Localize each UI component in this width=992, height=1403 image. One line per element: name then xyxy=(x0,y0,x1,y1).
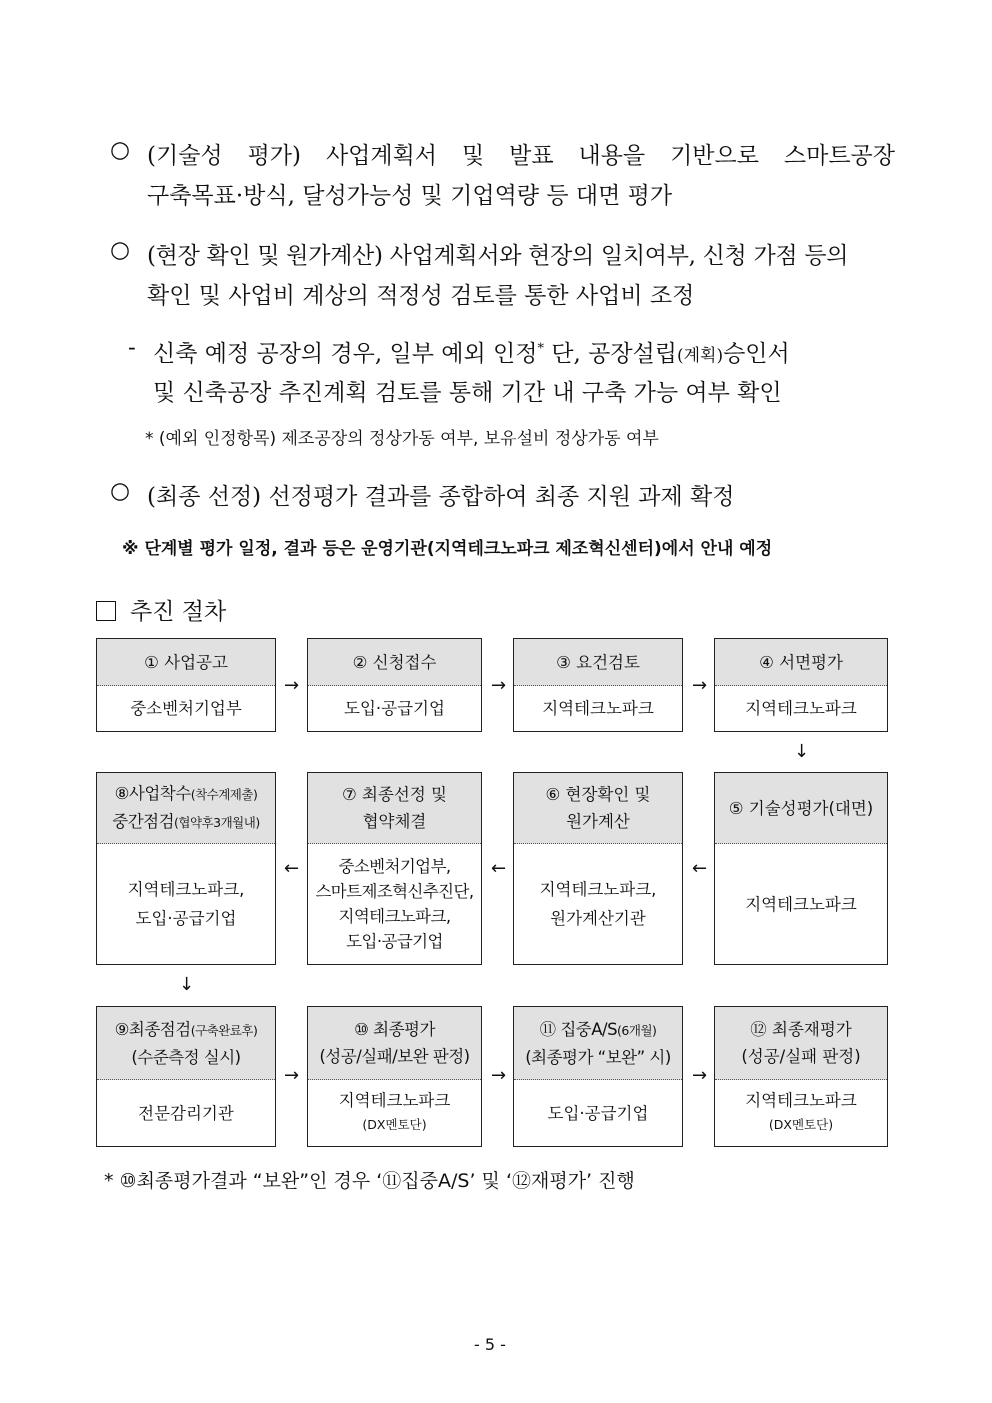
step-8-head-line-2 xyxy=(112,808,259,836)
arrow-right-icon: → xyxy=(284,1065,300,1086)
footnote-2: * ⑩최종평가결과 “보완”인 경우 ‘⑪집중A/S’ 및 ‘⑫재평가’ 진행 xyxy=(104,1170,635,1192)
notice: ※ 단계별 평가 일정, 결과 등은 운영기관(지역테크노파크 제조혁신센터)에서 안내 예정 xyxy=(122,539,773,559)
p3-part-a: 신축 예정 공장의 경우, 일부 예외 인정 xyxy=(153,341,538,367)
section-title xyxy=(96,593,226,626)
step-10-box xyxy=(307,1006,482,1147)
paragraph-4-line-1: (최종 선정) 선정평가 결과를 종합하여 최종 지원 과제 확정 xyxy=(147,484,735,510)
arrow-left-icon: ← xyxy=(491,858,507,879)
arrow-right-icon: → xyxy=(692,1065,708,1086)
footnote-marker: * xyxy=(537,341,544,357)
step-12-agency-note: (DX멘토단) xyxy=(768,1117,834,1132)
step-9-title-note: (구축완료후) xyxy=(190,1022,258,1038)
step-8-title-note: (착수계제출) xyxy=(190,787,258,802)
arrow-right-icon: → xyxy=(491,1065,507,1086)
step-9-body xyxy=(97,1080,275,1146)
p3-part-b: 단, 공장설립 xyxy=(551,341,677,367)
step-4-head xyxy=(715,639,887,686)
step-10-agency-note: (DX멘토단) xyxy=(362,1117,427,1132)
step-9-subtitle: (수준측정 실시) xyxy=(131,1047,241,1067)
step-11-agency: 도입·공급기업 xyxy=(547,1103,649,1123)
step-2-agency: 도입·공급기업 xyxy=(344,699,445,718)
step-8-subtitle: 중간점검 xyxy=(112,812,175,831)
word: 기반으로 xyxy=(670,143,759,169)
word: (기술성 xyxy=(147,143,223,169)
arrow-left-icon: ← xyxy=(284,858,300,879)
step-7-title-2: 협약체결 xyxy=(362,812,427,831)
step-8-body xyxy=(97,844,275,964)
step-8-title: ⑧사업착수 xyxy=(114,784,191,803)
step-8-head xyxy=(97,773,275,844)
step-6-agency-1: 지역테크노파크, xyxy=(539,880,657,899)
step-7-box xyxy=(307,772,482,965)
step-8-subtitle-note: (협약후3개월내) xyxy=(174,815,260,830)
step-5-box xyxy=(714,772,888,965)
step-12-agency: 지역테크노파크 xyxy=(745,1091,857,1110)
bullet-1: ○ xyxy=(110,137,131,163)
step-8-box xyxy=(96,772,276,965)
step-4-agency: 지역테크노파크 xyxy=(745,699,857,718)
step-9-box xyxy=(96,1006,276,1147)
step-11-head xyxy=(514,1007,682,1080)
step-6-box xyxy=(513,772,683,965)
step-12-head xyxy=(715,1007,887,1080)
step-3-body xyxy=(514,686,682,731)
step-5-agency: 지역테크노파크 xyxy=(745,894,857,914)
word: 사업계획서 xyxy=(325,143,438,169)
step-7-body xyxy=(308,844,481,964)
step-11-title: ⑪ 집중A/S xyxy=(539,1019,618,1039)
arrow-right-icon: → xyxy=(284,675,300,696)
arrow-right-icon: → xyxy=(692,675,708,696)
word: 평가) xyxy=(247,143,301,169)
paragraph-2-line-2: 확인 및 사업비 계상의 적정성 검토를 통한 사업비 조정 xyxy=(147,283,695,309)
step-3-title: ③ 요건검토 xyxy=(556,652,640,672)
step-6-agency-2: 원가계산기관 xyxy=(550,909,646,928)
page-number: - 5 - xyxy=(474,1335,506,1354)
step-1-body xyxy=(97,686,275,731)
step-12-body xyxy=(715,1080,887,1146)
paragraph-1-line-1 xyxy=(147,137,895,170)
step-8-head-line-1 xyxy=(115,780,258,808)
step-7-agency-1: 중소벤처기업부, xyxy=(338,857,451,876)
step-10-agency: 지역테크노파크 xyxy=(338,1091,451,1110)
step-2-head xyxy=(308,639,481,686)
step-7-agency-4: 도입·공급기업 xyxy=(346,932,443,951)
arrow-right-icon: → xyxy=(491,675,507,696)
paragraph-3-line-2: 및 신축공장 추진계획 검토를 통해 기간 내 구축 가능 여부 확인 xyxy=(153,380,782,406)
word: 스마트공장 xyxy=(783,143,895,169)
step-11-box xyxy=(513,1006,683,1147)
step-10-title: ⑩ 최종평가 xyxy=(354,1020,435,1039)
section-title-text: 추진 절차 xyxy=(130,599,227,625)
step-9-title: ⑨최종점검 xyxy=(114,1019,191,1039)
step-3-box xyxy=(513,638,683,732)
word: 내용을 xyxy=(578,143,646,169)
step-11-subtitle: (최종평가 “보완” 시) xyxy=(525,1047,671,1067)
step-5-title: ⑤ 기술성평가(대면) xyxy=(728,798,874,818)
p3-part-c: 승인서 xyxy=(723,341,790,367)
step-10-head xyxy=(308,1007,481,1080)
step-2-title: ② 신청접수 xyxy=(352,652,437,672)
step-6-body xyxy=(514,844,682,964)
step-1-box xyxy=(96,638,276,732)
step-4-box xyxy=(714,638,888,732)
bullet-2: ○ xyxy=(110,237,131,263)
step-11-head-line-1 xyxy=(540,1016,657,1044)
footnote-1: * (예외 인정항목) 제조공장의 정상가동 여부, 보유설비 정상가동 여부 xyxy=(145,429,659,449)
paragraph-1-line-2: 구축목표·방식, 달성가능성 및 기업역량 등 대면 평가 xyxy=(147,183,673,209)
step-11-title-note: (6개월) xyxy=(617,1022,657,1038)
step-7-title: ⑦ 최종선정 및 xyxy=(342,785,447,804)
step-4-body xyxy=(715,686,887,731)
step-4-title: ④ 서면평가 xyxy=(759,652,843,672)
arrow-down-icon: ↓ xyxy=(794,741,810,762)
step-10-subtitle: (성공/실패/보완 판정) xyxy=(319,1047,470,1066)
step-2-body xyxy=(308,686,481,731)
step-7-agency-3: 지역테크노파크, xyxy=(338,907,451,926)
step-12-box xyxy=(714,1006,888,1147)
arrow-down-icon: ↓ xyxy=(179,974,195,995)
step-3-agency: 지역테크노파크 xyxy=(542,699,654,718)
word: 발표 xyxy=(509,143,554,169)
step-9-head-line-1 xyxy=(115,1016,258,1044)
dash-3: - xyxy=(128,335,136,361)
step-9-head xyxy=(97,1007,275,1080)
step-6-title: ⑥ 현장확인 및 xyxy=(545,785,651,804)
step-2-box xyxy=(307,638,482,732)
step-6-head xyxy=(514,773,682,844)
step-8-agency-1: 지역테크노파크, xyxy=(127,880,245,899)
step-8-agency-2: 도입·공급기업 xyxy=(135,909,237,928)
step-5-body xyxy=(715,844,887,964)
step-6-title-2: 원가계산 xyxy=(566,812,630,831)
step-1-agency: 중소벤처기업부 xyxy=(130,699,242,718)
step-10-body xyxy=(308,1080,481,1146)
paragraph-2-line-1: (현장 확인 및 원가계산) 사업계획서와 현장의 일치여부, 신청 가점 등의 xyxy=(147,243,849,269)
paragraph-3-line-1 xyxy=(153,335,790,368)
arrow-left-icon: ← xyxy=(692,858,708,879)
step-7-head xyxy=(308,773,481,844)
step-1-head xyxy=(97,639,275,686)
step-5-head xyxy=(715,773,887,844)
step-11-body xyxy=(514,1080,682,1146)
step-3-head xyxy=(514,639,682,686)
word: 및 xyxy=(461,143,485,169)
step-12-subtitle: (성공/실패 판정) xyxy=(741,1047,861,1066)
step-1-title: ① 사업공고 xyxy=(144,652,228,672)
step-7-agency-2: 스마트제조혁신추진단, xyxy=(315,882,474,901)
step-9-agency: 전문감리기관 xyxy=(138,1103,234,1123)
bullet-4: ○ xyxy=(110,478,131,504)
step-12-title: ⑫ 최종재평가 xyxy=(750,1020,852,1039)
p3-paren-small: (계획) xyxy=(676,346,724,366)
checkbox-square-icon xyxy=(96,601,116,621)
